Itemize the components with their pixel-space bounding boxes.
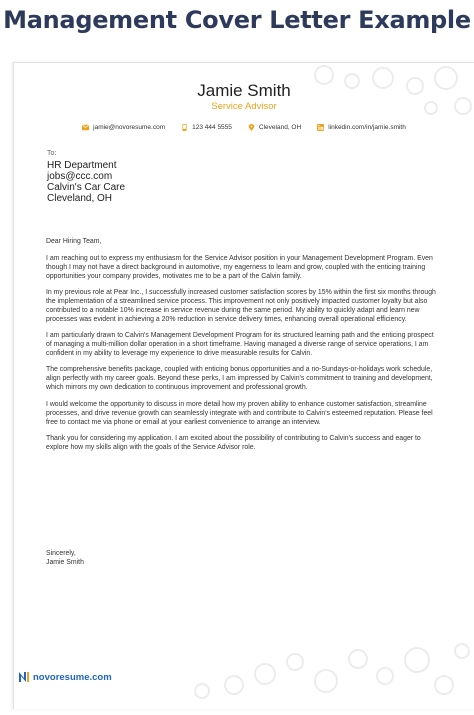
contact-bar — [14, 124, 474, 131]
applicant-name: Jamie Smith — [197, 81, 291, 100]
decorative-circle — [314, 669, 338, 693]
decorative-circle — [348, 649, 368, 669]
novoresume-brand — [18, 671, 112, 683]
recipient-company: Calvin's Car Care — [47, 182, 126, 193]
decorative-circle — [224, 675, 244, 695]
location-icon — [248, 124, 255, 131]
paragraph-thanks: Thank you for considering my application. I am excited about the possibility of contributing to Calvin's success and eager to explore how my skills align with the goals of the Service Advisor role. — [46, 434, 421, 451]
recipient-label: To: — [47, 150, 57, 157]
email-icon — [82, 124, 89, 131]
decorative-circle — [404, 647, 430, 673]
decorative-circle — [286, 653, 304, 671]
recipient-email: jobs@ccc.com — [47, 171, 113, 182]
linkedin-icon — [317, 124, 324, 131]
phone-icon — [181, 124, 188, 131]
contact-linkedin — [317, 124, 406, 131]
paragraph-experience: In my previous role at Pear Inc., I successfully increased customer satisfaction scores by 15% within the first six months through the implementation of a streamlined service process. This improvement not only positively impacted customer loyalty but also contributed to a notable 10% increase in service revenue during the same period. My ability to quickly adapt and learn new processes was evident in achieving a 20% reduction in service delivery times, enhancing overall operational efficiency. — [46, 289, 436, 323]
decorative-circle — [454, 643, 470, 659]
decorative-circle — [434, 675, 454, 695]
brand-text: novoresume.com — [33, 671, 112, 683]
paragraph-interview: I would welcome the opportunity to discuss in more detail how my proven ability to enhance customer satisfaction, streamline processes, and drive revenue growth can seamlessly integrate with and contribute to Calvin's esteemed reputation. Please feel free to contact me via phone or email at your earliest convenience to arrange an interview. — [46, 400, 433, 426]
contact-location-text: Cleveland, OH — [258, 124, 302, 131]
recipient-block — [47, 160, 125, 204]
applicant-role: Service Advisor — [211, 101, 277, 112]
letter-body — [46, 238, 440, 460]
page-headline: Management Cover Letter Example — [3, 6, 471, 34]
contact-linkedin-text: linkedin.com/in/jamie.smith — [328, 124, 406, 131]
recipient-department: HR Department — [47, 160, 117, 171]
decorative-circle — [376, 667, 394, 685]
contact-email — [82, 124, 165, 131]
decorative-circle — [194, 683, 210, 699]
paragraph-benefits: The comprehensive benefits package, coupled with enticing bonus opportunities and a no-Sundays-or-holidays work schedule, align perfectly with my career goals. Beyond these perks, I am impressed by Calvin's commitment to training and development, which mirrors my own dedication to continuous improvement and professional growth. — [46, 366, 433, 392]
decorative-circle — [254, 663, 276, 685]
contact-location — [248, 124, 301, 131]
contact-phone-text: 123 444 5555 — [192, 124, 232, 131]
recipient-city: Cleveland, OH — [47, 193, 113, 204]
contact-email-text: jamie@novoresume.com — [93, 124, 166, 131]
paragraph-program: I am particularly drawn to Calvin's Management Development Program for its structured learning path and the enticing prospect of managing a multi-million dollar operation in a short timeframe. Having managed a diverse range of service operations, I am confident in my ability to leverage my experience to drive measurable results for Calvin. — [46, 332, 434, 358]
cover-letter-sheet — [13, 62, 474, 709]
contact-phone — [181, 124, 232, 131]
closing-text: Sincerely, — [46, 550, 76, 557]
signature-name: Jamie Smith — [46, 558, 84, 566]
greeting: Dear Hiring Team, — [46, 238, 102, 245]
novoresume-logo-icon — [18, 671, 30, 683]
paragraph-intro: I am reaching out to express my enthusiasm for the Service Advisor position in your Management Development Program. Even though I may not have a direct background in automotive, my eagerness to learn and grow, coupled with the enticing training opportunities your company provides, motivates me to be a part of the Calvin family. — [46, 254, 433, 280]
closing-block — [46, 550, 84, 568]
